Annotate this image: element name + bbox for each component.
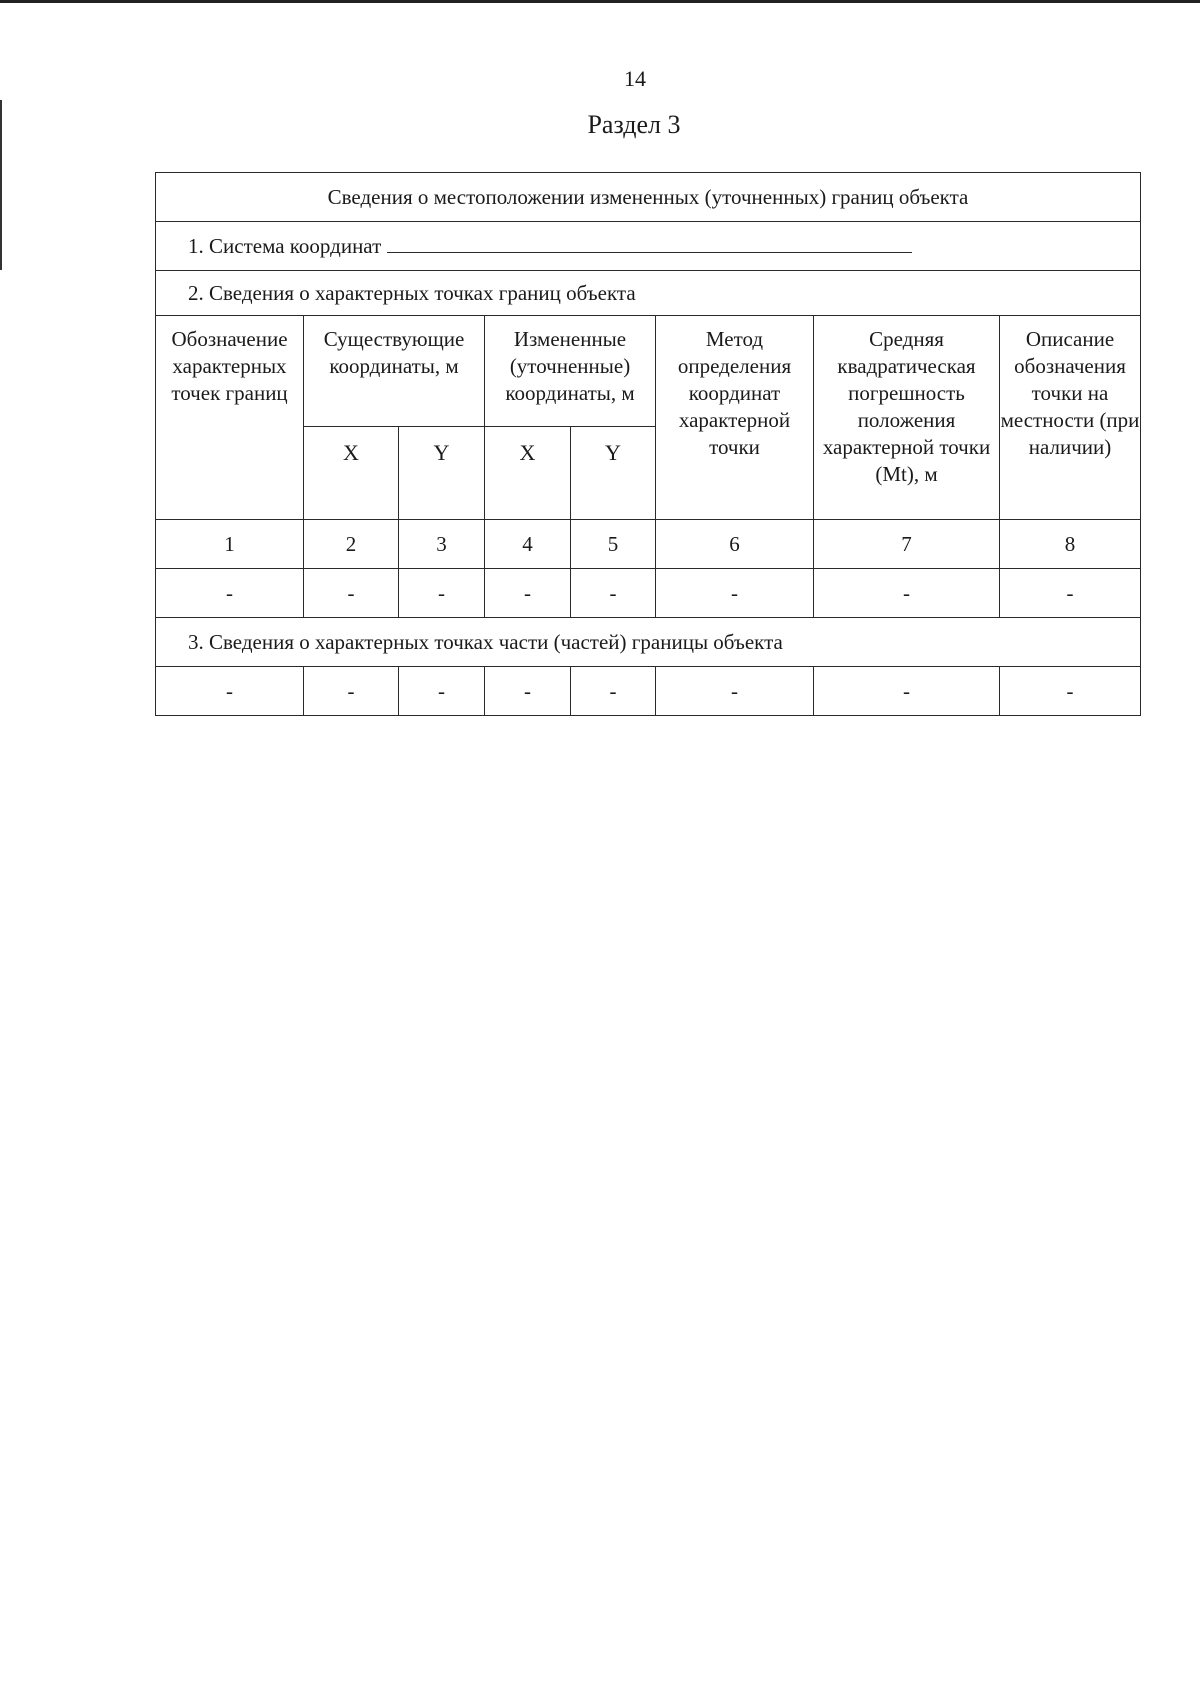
column-number: 1 (156, 520, 304, 569)
column-number: 4 (485, 520, 571, 569)
column-number: 8 (1000, 520, 1141, 569)
header-description: Описание обозначения точки на местности (при наличии) (1000, 316, 1141, 520)
table-cell: - (656, 569, 814, 618)
header-error: Средняя квадратическая погрешность положения характерной точки (Mt), м (814, 316, 1000, 520)
table-cell: - (156, 667, 304, 716)
coord-system-blank-line (387, 232, 912, 253)
table-cell: - (571, 569, 656, 618)
header-y-existing: Y (399, 427, 485, 520)
boundary-table (155, 172, 1141, 716)
table-cell: - (485, 667, 571, 716)
column-number-row (156, 520, 1141, 569)
table-cell: - (399, 569, 485, 618)
scan-top-edge (0, 0, 1200, 3)
table-cell: - (814, 667, 1000, 716)
section3-data-row (156, 667, 1141, 716)
column-number: 3 (399, 520, 485, 569)
table-cell: - (304, 667, 399, 716)
table-cell: - (399, 667, 485, 716)
table-cell: - (304, 569, 399, 618)
table-title: Сведения о местоположении измененных (уточненных) границ объекта (156, 173, 1141, 222)
table-cell: - (1000, 569, 1141, 618)
section3-label: 3. Сведения о характерных точках части (частей) границы объекта (156, 618, 1141, 667)
column-number: 7 (814, 520, 1000, 569)
page-number: 14 (624, 66, 646, 91)
coord-system-row (156, 222, 1141, 271)
table-cell: - (156, 569, 304, 618)
header-method: Метод определения координат характерной точки (656, 316, 814, 520)
table-cell: - (485, 569, 571, 618)
section2-label: 2. Сведения о характерных точках границ объекта (156, 271, 1141, 316)
header-existing-coords: Существующие координаты, м (304, 316, 485, 427)
header-y-changed: Y (571, 427, 656, 520)
section-title: Раздел 3 (587, 110, 681, 139)
header-point-designation: Обозначение характерных точек границ (156, 316, 304, 520)
table-cell: - (571, 667, 656, 716)
table-cell: - (814, 569, 1000, 618)
boundary-table-container (155, 172, 1140, 716)
header-x-changed: X (485, 427, 571, 520)
table-cell: - (1000, 667, 1141, 716)
section2-data-row (156, 569, 1141, 618)
column-number: 5 (571, 520, 656, 569)
header-x-existing: X (304, 427, 399, 520)
column-number: 2 (304, 520, 399, 569)
column-number: 6 (656, 520, 814, 569)
table-cell: - (656, 667, 814, 716)
coord-system-label: 1. Система координат (188, 234, 382, 258)
header-changed-coords: Измененные (уточненные) координаты, м (485, 316, 656, 427)
